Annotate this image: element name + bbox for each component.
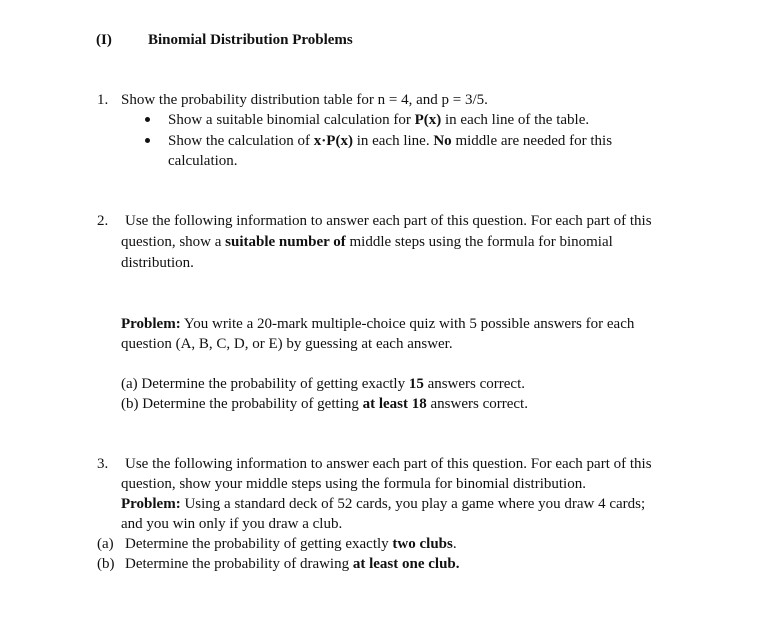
bullet-icon xyxy=(145,117,150,122)
question-text: Use the following information to answer each part of this question. For each part of this xyxy=(125,456,652,472)
bullet-item-continuation: calculation. xyxy=(168,153,238,169)
question-text: distribution. xyxy=(121,255,194,271)
sub-question-a: (a) Determine the probability of getting exactly 15 answers correct. xyxy=(121,376,526,392)
question-text: Use the following information to answer each part of this question. For each part of this xyxy=(125,213,652,229)
sub-question-b: (b) Determine the probability of getting at least 18 answers correct. xyxy=(121,396,528,412)
sub-question-a-label: (a) xyxy=(97,536,114,552)
problem-statement: Problem: Using a standard deck of 52 cards, you play a game where you draw 4 cards; xyxy=(121,496,646,512)
problem-statement: and you win only if you draw a club. xyxy=(121,516,343,532)
sub-question-b: Determine the probability of drawing at least one club. xyxy=(125,556,460,572)
bullet-item: Show a suitable binomial calculation for P(x) in each line of the table. xyxy=(168,112,590,128)
question-number: 2. xyxy=(97,213,109,229)
question-text: Show the probability distribution table for n = 4, and p = 3/5. xyxy=(121,92,488,108)
question-number: 1. xyxy=(97,92,109,108)
question-text: question, show a suitable number of middle steps using the formula for binomial xyxy=(121,234,613,250)
problem-statement: question (A, B, C, D, or E) by guessing at each answer. xyxy=(121,336,453,352)
sub-question-b-label: (b) xyxy=(97,556,115,572)
question-number: 3. xyxy=(97,456,109,472)
section-label: (I) xyxy=(96,32,112,48)
bullet-icon xyxy=(145,138,150,143)
section-title: Binomial Distribution Problems xyxy=(148,32,353,48)
question-text: question, show your middle steps using the formula for binomial distribution. xyxy=(121,476,586,492)
problem-statement: Problem: You write a 20-mark multiple-choice quiz with 5 possible answers for each xyxy=(121,316,635,332)
bullet-item: Show the calculation of x·P(x) in each line. No middle are needed for this xyxy=(168,133,613,149)
sub-question-a: Determine the probability of getting exactly two clubs. xyxy=(125,536,457,552)
